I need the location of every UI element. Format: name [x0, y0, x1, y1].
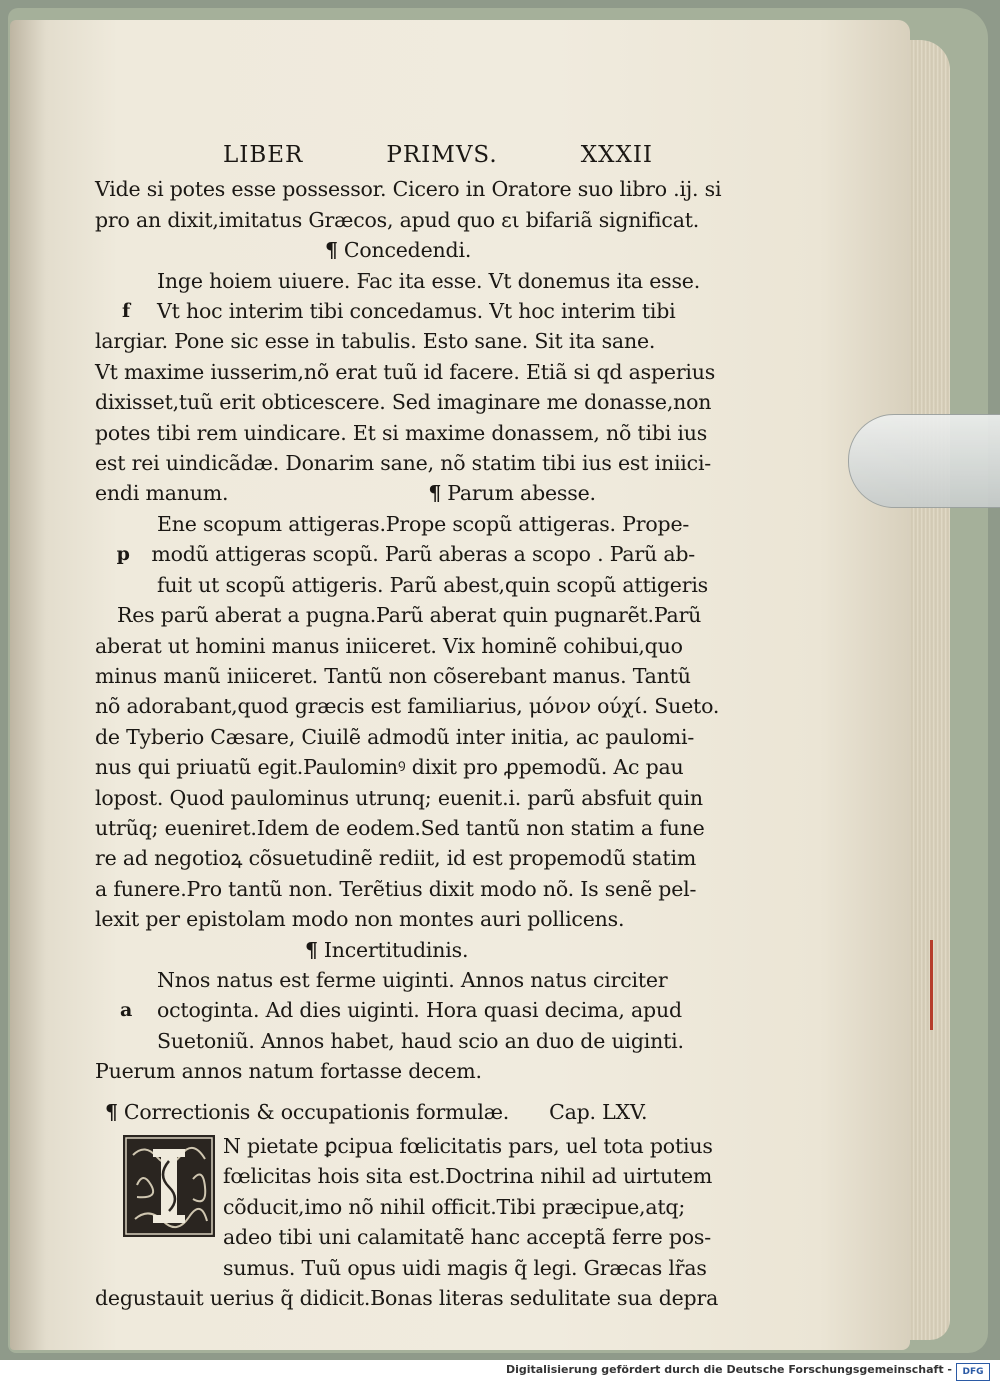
pilcrow-icon: ¶	[325, 238, 338, 263]
section-heading: ¶ Parum abesse.	[428, 481, 596, 506]
text-line: adeo tibi uni calamitatẽ hanc acceptã ferre pos-	[223, 1225, 711, 1250]
header-folio: XXXII	[580, 142, 653, 168]
text-line: Puerum annos natum fortasse decem.	[95, 1059, 482, 1084]
initial-lines	[223, 1131, 713, 1253]
header-left: LIBER	[223, 142, 304, 168]
text-line: minus manũ iniiceret. Tantũ non cõserebant manus. Tantũ	[95, 663, 691, 688]
text-line: endi manum. ¶ Parum abesse.	[95, 478, 695, 508]
text-line: cõducit,imo nõ nihil officit.Tibi præcipue,atq;	[223, 1194, 686, 1219]
text-line: pro an dixit,imitatus Græcos, apud quo ει bifariã significat.	[95, 207, 700, 232]
chapter-number: Cap. LXV.	[549, 1099, 648, 1124]
bookmark-ribbon	[930, 940, 933, 1030]
text-line: sumus. Tuũ opus uidi magis q̃ legi. Græcas lr̃as	[223, 1255, 707, 1280]
text-line: fuit ut scopũ attigeris. Parũ abest,quin scopũ attigeris	[157, 572, 708, 597]
decorated-initial-icon	[123, 1135, 215, 1237]
text-line: Vide si potes esse possessor. Cicero in Oratore suo libro .ij. si	[95, 177, 722, 202]
header-center: PRIMVS.	[386, 142, 498, 168]
pilcrow-icon: ¶	[428, 481, 442, 506]
text-line: utrũq; eueniret.Idem de eodem.Sed tantũ non statim a fune	[95, 815, 705, 840]
footer-bar	[0, 1360, 1000, 1383]
text-line: Nnos natus est ferme uiginti. Annos natus circiter	[157, 967, 668, 992]
chapter-heading: ¶ Correctionis & occupationis formulæ. Cap. LXV.	[105, 1099, 648, 1124]
pilcrow-icon: ¶	[305, 937, 318, 962]
text-line: de Tyberio Cæsare, Ciuilẽ admodũ inter initia, ac paulomi-	[95, 724, 695, 749]
text-block	[95, 140, 722, 1313]
initial-paragraph	[95, 1131, 713, 1253]
margin-letter: p	[116, 543, 130, 566]
text-line: largiar. Pone sic esse in tabulis. Esto sane. Sit ita sane.	[95, 329, 656, 354]
text-line: Suetoniũ. Annos habet, haud scio an duo de uiginti.	[157, 1028, 684, 1053]
text-line: Vt maxime iusserim,nõ erat tuũ id facere. Etiã si qd asperius	[95, 359, 716, 384]
footer-credit: Digitalisierung gefördert durch die Deutsche Forschungsgemeinschaft -	[505, 1363, 952, 1376]
text-line: degustauit uerius q̃ didicit.Bonas literas sedulitate sua depra	[95, 1286, 719, 1311]
text-line: fœlicitas hois sita est.Doctrina nihil ad uirtutem	[223, 1164, 713, 1189]
text-line: dixisset,tuũ erit obticescere. Sed imaginare me donasse,non	[95, 390, 712, 415]
text-line: p modũ attigeras scopũ. Parũ aberas a scopo . Parũ ab-	[95, 539, 695, 569]
text-line: f Vt hoc interim tibi concedamus. Vt hoc interim tibi	[95, 296, 695, 326]
page-clip	[848, 414, 1000, 508]
text-line: N pietate ꝑcipua fœlicitatis pars, uel tota potius	[223, 1134, 713, 1158]
text-line: Res parũ aberat a pugna.Parũ aberat quin pugnarẽt.Parũ	[117, 603, 702, 628]
text-line: est rei uindicãdæ. Donarim sane, nõ statim tibi ius est iniici-	[95, 451, 712, 476]
section-heading: ¶ Incertitudinis.	[305, 937, 469, 962]
text-line: re ad negotioꝝ cõsuetudinẽ rediit, id est propemodũ statim	[95, 846, 697, 871]
dfg-logo-icon: DFG	[956, 1363, 990, 1381]
text-line: a octoginta. Ad dies uiginti. Hora quasi decima, apud	[95, 995, 695, 1025]
text-line: lexit per epistolam modo non montes auri pollicens.	[95, 907, 625, 932]
text-line: potes tibi rem uindicare. Et si maxime donassem, nõ tibi ius	[95, 420, 708, 445]
text-line: nus qui priuatũ egit.Paulominꝰ dixit pro ꝓpemodũ. Ac pau	[95, 755, 684, 780]
margin-letter: a	[119, 999, 133, 1022]
text-line: aberat ut homini manus iniiceret. Vix hominẽ cohibui,quo	[95, 633, 683, 658]
text-line: nõ adorabant,quod græcis est familiarius, μόνον ούχί. Sueto.	[95, 694, 720, 719]
text-line: lopost. Quod paulominus utrunq; euenit.i. parũ absfuit quin	[95, 785, 703, 810]
text-line: a funere.Pro tantũ non. Terẽtius dixit modo nõ. Is senẽ pel-	[95, 876, 697, 901]
running-header	[223, 140, 653, 170]
text-line: Ene scopum attigeras.Prope scopũ attigeras. Prope-	[157, 511, 690, 536]
text-line: Inge hoiem uiuere. Fac ita esse. Vt donemus ita esse.	[157, 268, 701, 293]
pilcrow-icon: ¶	[105, 1099, 118, 1124]
margin-letter: f	[122, 300, 130, 323]
section-heading: ¶ Concedendi.	[325, 238, 472, 263]
